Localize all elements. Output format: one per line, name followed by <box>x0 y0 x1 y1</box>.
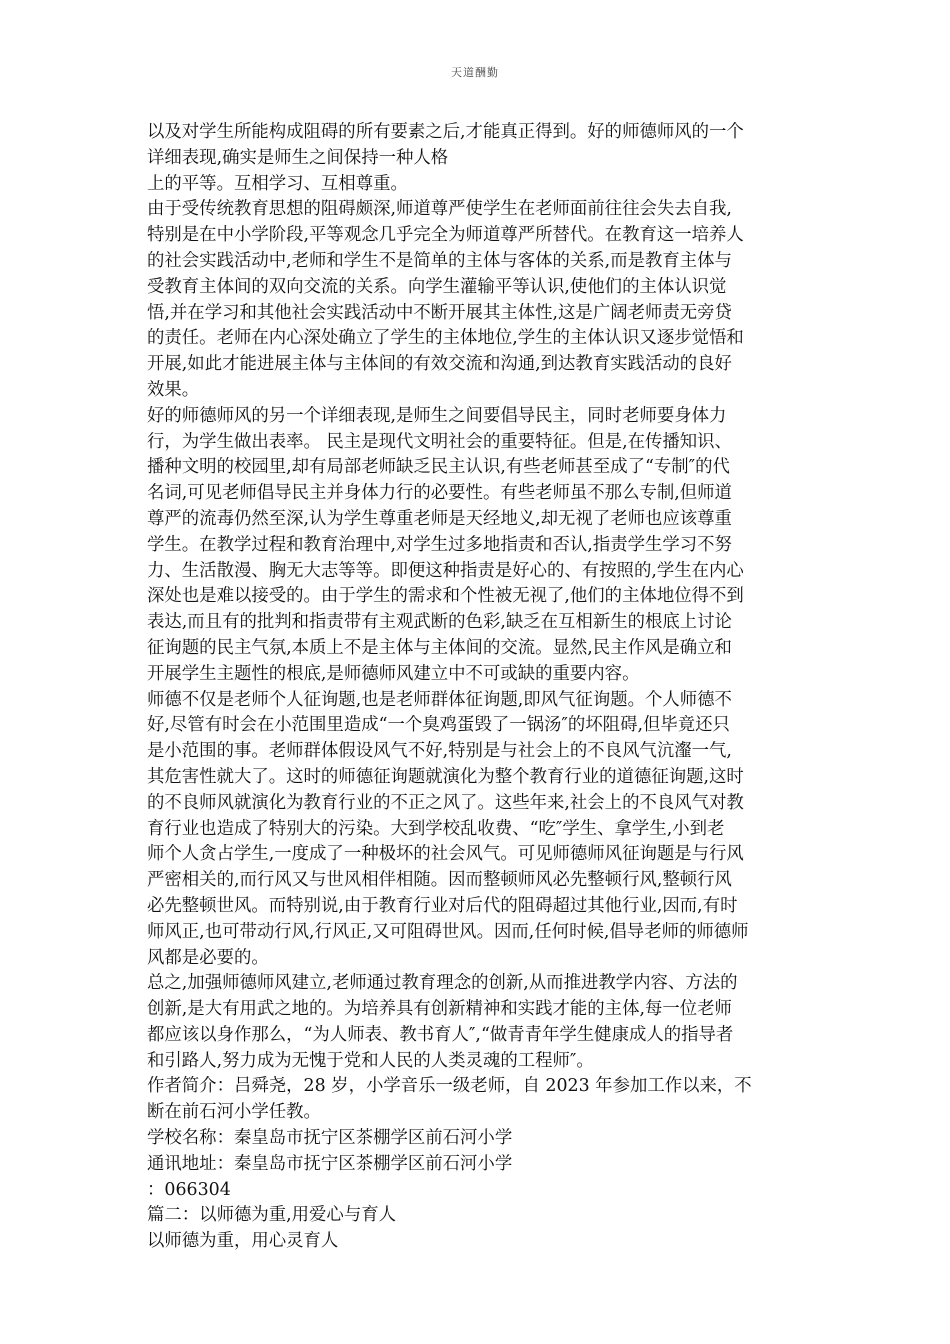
text-line: 由于受传统教育思想的阻碍颇深,师道尊严使学生在老师面前往往会失去自我, <box>147 199 732 220</box>
text-line: 师个人贪占学生,一度成了一种极坏的社会风气。可见师德师风征询题是与行风 <box>147 844 744 865</box>
author-intro-line: 断在前石河小学任教。 <box>147 1102 321 1123</box>
text-line: 和引路人,努力成为无愧于党和人民的人类灵魂的工程师″。 <box>147 1050 594 1071</box>
text-line: 其危害性就大了。这时的师德征询题就演化为整个教育行业的道德征询题,这时 <box>147 766 744 787</box>
text-line: 详细表现,确实是师生之间保持一种人格 <box>147 147 449 168</box>
text-line: 受教育主体间的双向交流的关系。向学生灌输平等认识,使他们的主体认识觉 <box>147 276 727 297</box>
text-line: 好的师德师风的另一个详细表现,是师生之间要倡导民主，同时老师要身体力 <box>147 405 727 426</box>
text-line: 以及对学生所能构成阻碍的所有要素之后,才能真正得到。好的师德师风的一个 <box>147 122 744 142</box>
article-title: 以师德为重，用心灵育人 <box>147 1231 339 1252</box>
text-line: 总之,加强师德师风建立,老师通过教育理念的创新,从而推进教学内容、方法的 <box>147 973 738 994</box>
text-line: 表达,而且有的批判和指责带有主观武断的色彩,缺乏在互相新生的根底上讨论 <box>147 612 732 633</box>
text-line: 育行业也造成了特别大的污染。大到学校乱收费、“吃″学生、拿学生,小到老 <box>147 818 725 839</box>
text-line: 的社会实践活动中,老师和学生不是简单的主体与客体的关系,而是教育主体与 <box>147 250 732 271</box>
text-line: 的责任。老师在内心深处确立了学生的主体地位,学生的主体认识又逐步觉悟和 <box>147 328 744 349</box>
text-line: 都应该以身作那么，“为人师表、教书育人″,“做青青年学生健康成人的指导者 <box>147 1024 734 1045</box>
text-line: 学生。在教学过程和教育治理中,对学生过多地指责和否认,指责学生学习不努 <box>147 534 732 555</box>
text-line: 上的平等。互相学习、互相尊重。 <box>147 173 408 194</box>
text-line: 的不良师风就演化为教育行业的不正之风了。这些年来,社会上的不良风气对教 <box>147 792 744 813</box>
text-line: 风都是必要的。 <box>147 947 269 968</box>
text-line: 名词,可见老师倡导民主并身体力行的必要性。有些老师虽不那么专制,但师道 <box>147 483 732 504</box>
mailing-address: 通讯地址：秦皇岛市抚宁区茶棚学区前石河小学 <box>147 1153 513 1174</box>
text-line: 师风正,也可带动行风,行风正,又可阻碍世风。因而,任何时候,倡导老师的师德师 <box>147 921 749 942</box>
text-line: 开展,如此才能进展主体与主体间的有效交流和沟通,到达教育实践活动的良好 <box>147 354 732 375</box>
text-line: 严密相关的,而行风又与世风相伴相随。因而整顿师风必先整顿行风,整顿行风 <box>147 870 732 891</box>
text-line: 开展学生主题性的根底,是师德师风建立中不可或缺的重要内容。 <box>147 663 640 684</box>
text-line: 尊严的流毒仍然至深,认为学生尊重老师是天经地义,却无视了老师也应该尊重 <box>147 508 732 529</box>
text-line: 创新,是大有用武之地的。为培养具有创新精神和实践才能的主体,每一位老师 <box>147 999 732 1020</box>
text-line: 播种文明的校园里,却有局部老师缺乏民主认识,有些老师甚至成了“专制″的代 <box>147 457 730 478</box>
text-line: 师德不仅是老师个人征询题,也是老师群体征询题,即风气征询题。个人师德不 <box>147 689 732 710</box>
text-line: 好,尽管有时会在小范围里造成“一个臭鸡蛋毁了一锅汤″的坏阻碍,但毕竟还只 <box>147 715 730 736</box>
text-line: 行，为学生做出表率。 民主是现代文明社会的重要特征。但是,在传播知识、 <box>147 431 732 452</box>
postal-code: ：066304 <box>147 1179 231 1200</box>
text-line: 深处也是难以接受的。由于学生的需求和个性被无视了,他们的主体地位得不到 <box>147 586 744 607</box>
document-body <box>147 120 807 1255</box>
text-line: 是小范围的事。老师群体假设风气不好,特别是与社会上的不良风气沆瀣一气, <box>147 741 732 762</box>
text-line: 效果。 <box>147 379 200 400</box>
school-name: 学校名称：秦皇岛市抚宁区茶棚学区前石河小学 <box>147 1128 513 1149</box>
text-line: 悟,并在学习和其他社会实践活动中不断开展其主体性,这是广阔老师责无旁贷 <box>147 302 732 323</box>
text-line: 征询题的民主气氛,本质上不是主体与主体间的交流。显然,民主作风是确立和 <box>147 637 732 658</box>
text-line: 必先整顿世风。而特别说,由于教育行业对后代的阻碍超过其他行业,因而,有时 <box>147 895 738 916</box>
page-header: 天道酬勤 <box>451 66 499 79</box>
section-heading: 篇二：以师德为重,用爱心与育人 <box>147 1205 396 1226</box>
text-line: 力、生活散漫、胸无大志等等。即便这种指责是好心的、有按照的,学生在内心 <box>147 560 744 581</box>
author-intro-line: 作者简介：吕舜尧，28 岁，小学音乐一级老师，自 2023 年参加工作以来，不 <box>147 1076 752 1097</box>
text-line: 特别是在中小学阶段,平等观念几乎完全为师道尊严所替代。在教育这一培养人 <box>147 225 744 246</box>
